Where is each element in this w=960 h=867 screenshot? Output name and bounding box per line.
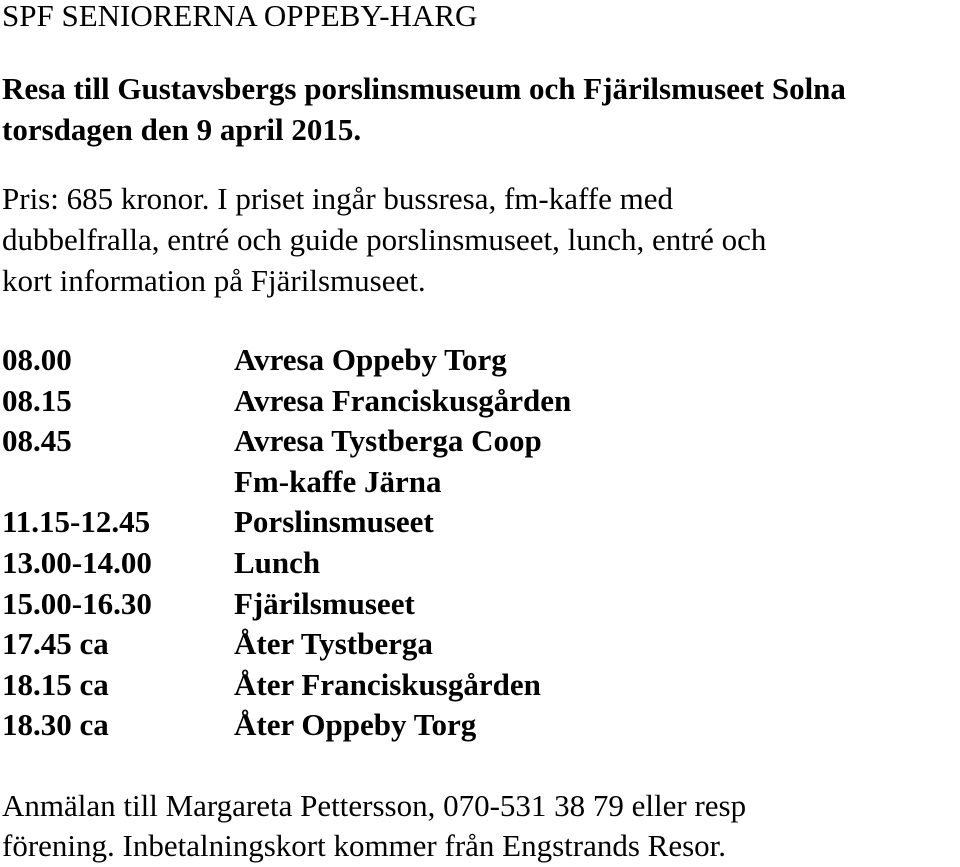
- registration-info: [2, 786, 746, 866]
- schedule-time: 08.45: [2, 423, 72, 459]
- schedule-row: [2, 624, 902, 665]
- schedule-time: 15.00-16.30: [2, 585, 152, 621]
- schedule-event: Fjärilsmuseet: [234, 585, 415, 621]
- description-line-1: Pris: 685 kronor. I priset ingår bussresa, fm-kaffe med: [2, 181, 673, 216]
- schedule-list: [2, 340, 902, 746]
- schedule-row: [2, 705, 902, 746]
- description-line-2: dubbelfralla, entré och guide porslinsmuseet, lunch, entré och: [2, 222, 767, 257]
- schedule-event: Avresa Tystberga Coop: [234, 423, 542, 459]
- trip-title: [2, 68, 846, 150]
- organization-name: SPF SENIORERNA OPPEBY-HARG: [2, 0, 478, 33]
- schedule-event: Åter Franciskusgården: [234, 666, 541, 702]
- schedule-row: [2, 421, 902, 462]
- schedule-event: Fm-kaffe Järna: [234, 463, 442, 499]
- schedule-time: 17.45 ca: [2, 626, 109, 662]
- trip-title-line-2: torsdagen den 9 april 2015.: [2, 112, 362, 147]
- schedule-event: Lunch: [234, 544, 321, 580]
- schedule-time: 18.15 ca: [2, 666, 109, 702]
- schedule-time: 11.15-12.45: [2, 504, 151, 540]
- schedule-time: 08.00: [2, 342, 72, 377]
- schedule-event: Åter Oppeby Torg: [234, 707, 477, 743]
- trip-title-line-1: Resa till Gustavsbergs porslinsmuseum och Fjärilsmuseet Solna: [2, 71, 846, 106]
- registration-line-2: förening. Inbetalningskort kommer från Engstrands Resor.: [2, 828, 727, 863]
- schedule-row: [2, 340, 902, 381]
- trip-description: [2, 178, 766, 301]
- schedule-row: [2, 584, 902, 625]
- schedule-time: 08.15: [2, 382, 72, 418]
- schedule-row: [2, 502, 902, 543]
- description-line-3: kort information på Fjärilsmuseet.: [2, 263, 426, 298]
- schedule-event: Porslinsmuseet: [234, 504, 434, 540]
- schedule-row: [2, 462, 902, 503]
- schedule-time: 18.30 ca: [2, 707, 109, 743]
- schedule-time: 13.00-14.00: [2, 544, 152, 580]
- schedule-event: Åter Tystberga: [234, 626, 433, 662]
- schedule-row: [2, 381, 902, 422]
- schedule-event: Avresa Oppeby Torg: [234, 342, 507, 377]
- registration-line-1: Anmälan till Margareta Pettersson, 070-531 38 79 eller resp: [2, 788, 747, 823]
- schedule-row: [2, 665, 902, 706]
- schedule-event: Avresa Franciskusgården: [234, 382, 572, 418]
- schedule-row: [2, 543, 902, 584]
